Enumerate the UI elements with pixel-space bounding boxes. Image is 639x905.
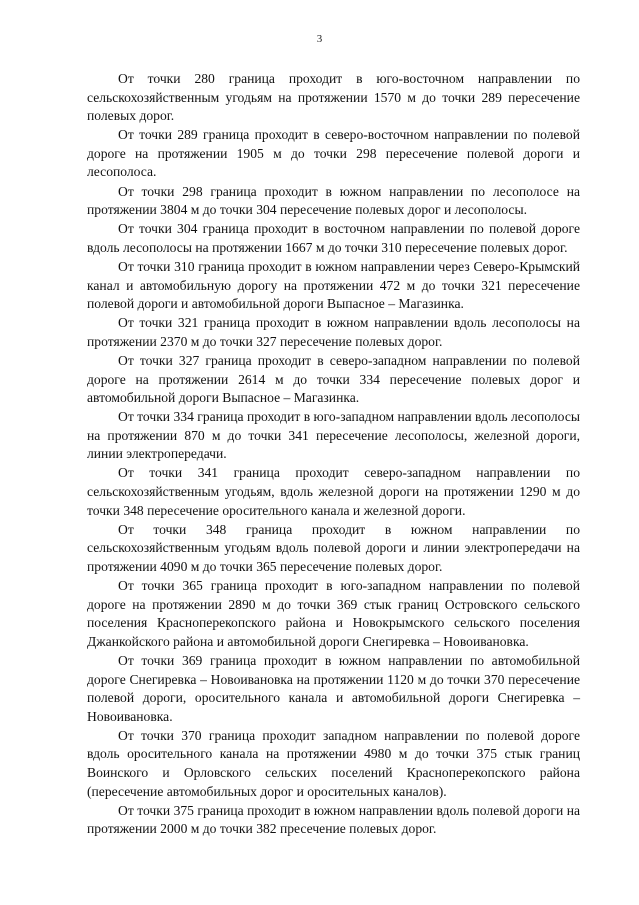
- paragraph-point-304: От точки 304 граница проходит в восточном направлении по полевой дороге вдоль лесополосы на протяжении 1667 м до точки 310 пересечение полевых дорог.: [87, 221, 580, 255]
- document-body: [87, 70, 580, 839]
- paragraph-point-298: От точки 298 граница проходит в южном направлении по лесополосе на протяжении 3804 м до точки 304 пересечение полевых дорог и лесополосы.: [87, 183, 580, 218]
- paragraph-point-348: От точки 348 граница проходит в южном направлении по сельскохозяйственным угодьям вдоль полевой дороги и линии электропередачи на протяжении 4090 м до точки 365 пересечение полевых дорог.: [87, 521, 580, 574]
- paragraph-point-334: От точки 334 граница проходит в юго-западном направлении вдоль лесополосы на протяжении 870 м до точки 341 пересечение лесополосы, железной дороги, линии электропередачи.: [87, 409, 580, 462]
- page-number: 3: [316, 33, 323, 45]
- paragraph-point-341: От точки 341 граница проходит северо-западном направлении по сельскохозяйственным угодьям, вдоль железной дороги на протяжении 1290 м до точки 348 пересечение оросительного канала и железной дороги.: [87, 465, 580, 518]
- paragraph-point-289: От точки 289 граница проходит в северо-восточном направлении по полевой дороге на протяжении 1905 м до точки 298 пересечение полевой дороги и лесополоса.: [87, 127, 580, 180]
- paragraph-point-375: От точки 375 граница проходит в южном направлении вдоль полевой дороги на протяжении 2000 м до точки 382 пресечение полевых дорог.: [87, 802, 580, 837]
- paragraph-point-365: От точки 365 граница проходит в юго-западном направлении по полевой дороге на протяжении 2890 м до точки 369 стык границ Островского сельского поселения Красноперекопского района и Новокрымского сельского поселения Джанкойского района и автомобильной дороги Снегиревка – Новоивановка.: [87, 578, 580, 649]
- paragraph-point-369: От точки 369 граница проходит в южном направлении по автомобильной дороге Снегиревка – Новоивановка на протяжении 1120 м до точки 370 пересечение полевой дороги, оросительного канала и автомобильной дороги Снегиревка – Новоивановка.: [87, 652, 580, 724]
- paragraph-point-310: От точки 310 граница проходит в южном направлении через Северо-Крымский канал и автомобильную дорогу на протяжении 472 м до точки 321 пересечение полевой дороги и автомобильной дороги Выпасное – Магазинка.: [87, 258, 580, 312]
- paragraph-point-321: От точки 321 граница проходит в южном направлении вдоль лесополосы на протяжении 2370 м до точки 327 пересечение полевых дорог.: [87, 315, 580, 349]
- paragraph-point-280: От точки 280 граница проходит в юго-восточном направлении по сельскохозяйственным угодьям на протяжении 1570 м до точки 289 пересечение полевых дорог.: [87, 71, 580, 124]
- paragraph-point-327: От точки 327 граница проходит в северо-западном направлении по полевой дороге на протяжении 2614 м до точки 334 пересечение полевых дорог и автомобильной дороги Выпасное – Магазинка.: [87, 352, 580, 406]
- paragraph-point-370: От точки 370 граница проходит западном направлении по полевой дороге вдоль оросительного канала на протяжении 4980 м до точки 375 стык границ Воинского и Орловского сельских поселений Красноперекопского района (пересечение автомобильных дорог и оросительных каналов).: [87, 727, 580, 799]
